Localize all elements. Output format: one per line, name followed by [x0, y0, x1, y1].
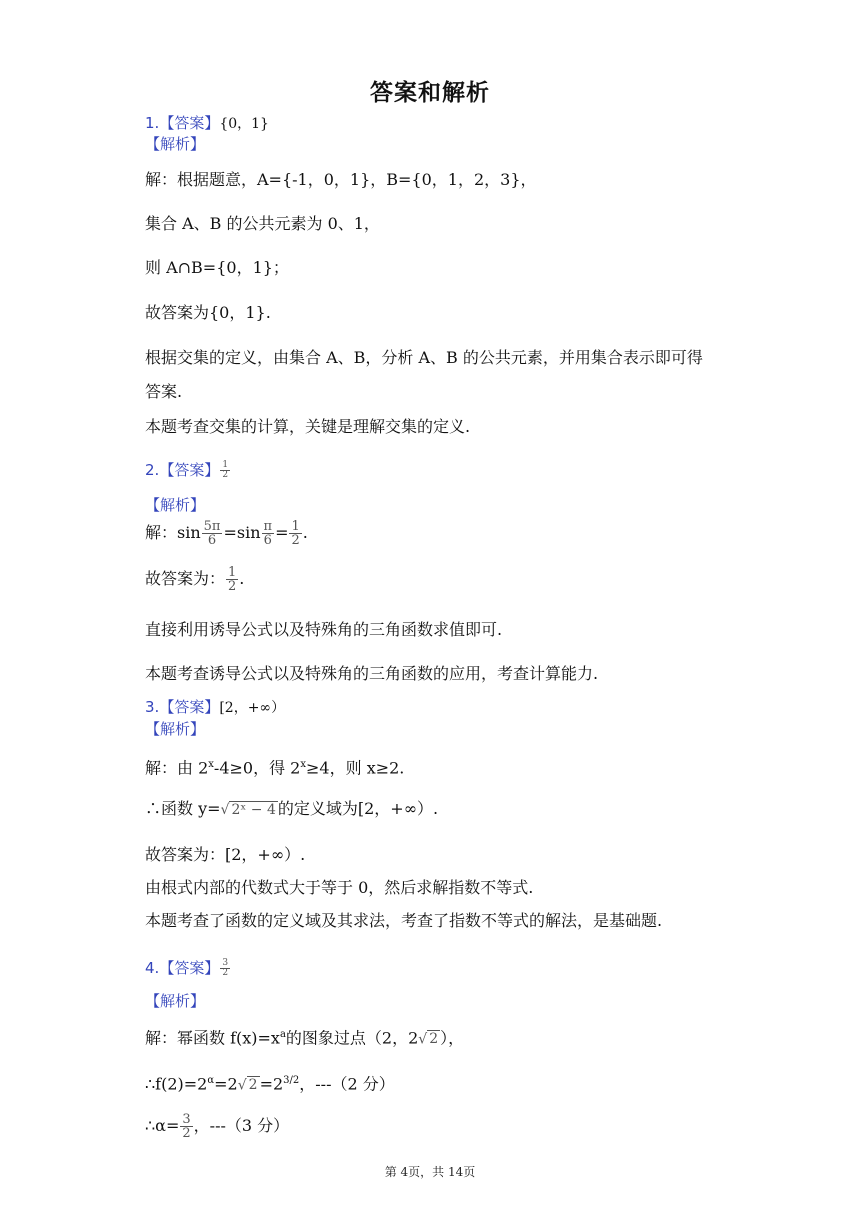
q3-line5: 本题考查了函数的定义域及其求法，考查了指数不等式的解法，是基础题. [145, 911, 663, 930]
q3-line3: 故答案为：[2，+∞）. [145, 845, 306, 864]
q4-answer-fraction: $\frac{3}{2}$ [222, 958, 229, 978]
q1-line2: 集合 A、B 的公共元素为 0、1， [145, 214, 380, 233]
fraction-1-2: $\frac{1}{2}$ [291, 519, 300, 548]
q1-line3: 则 A∩B={0，1}； [145, 258, 289, 277]
page-footer: 第 4页，共 14页 [384, 1165, 476, 1179]
q4-number: 4. [145, 959, 160, 977]
q3-line4: 由根式内部的代数式大于等于 0，然后求解指数不等式. [145, 878, 534, 897]
fraction-1-2-answer: $\frac{1}{2}$ [228, 565, 237, 594]
sqrt-2-b: √ 2 [237, 1077, 258, 1094]
q4-line1: 解：幂函数 $f(x)=x^a$的图象过点（2，2√ 2 ）， [145, 1028, 465, 1048]
q2-line1: 解：sin $\frac{5\pi}{6}$ =sin $\frac{\pi}{6}$ = $\frac{1}{2}$ . [145, 519, 308, 548]
sqrt-2: √ 2 [418, 1031, 439, 1048]
q4-line3: ∴α= $\frac{3}{2}$ ，---（3 分） [145, 1112, 290, 1141]
q1-line7: 本题考查交集的计算，关键是理解交集的定义. [145, 417, 471, 436]
q3-answer-line [145, 697, 285, 718]
q3-answer-tag: 【答案】 [159, 698, 220, 716]
q2-answer-fraction: $\frac{1}{2}$ [222, 460, 229, 480]
q3-line2: ∴函数 y=√ 2ˣ − 4 的定义域为[2，+∞）. [145, 799, 439, 818]
q1-line4: 故答案为{0，1}. [145, 303, 271, 322]
fraction-3-2: $\frac{3}{2}$ [182, 1112, 191, 1141]
page-title: 答案和解析 [370, 80, 490, 106]
q2-analysis-tag: 【解析】 [145, 496, 206, 514]
q3-analysis-tag: 【解析】 [145, 720, 206, 738]
q1-answer: {0，1} [219, 116, 269, 132]
q4-answer-tag: 【答案】 [159, 959, 220, 977]
q4-line2: $\therefore f(2)=2^\alpha=2√$ $2 =2^{3/2}$，---（2 分） [145, 1074, 395, 1094]
q1-line6: 答案. [145, 382, 183, 401]
q2-answer-line [145, 460, 231, 480]
q2-line2: 故答案为： $\frac{1}{2}$ . [145, 565, 245, 594]
q1-number: 1. [145, 114, 160, 132]
q3-line1: 解：由 $2^x-4\ge 0$，得 $2^x\ge 4$，则 x≥2. [145, 758, 405, 778]
q1-answer-line [145, 113, 269, 134]
fraction-pi-6: $\frac{\pi}{6}$ [263, 519, 273, 548]
q1-analysis-tag: 【解析】 [145, 135, 206, 153]
q2-line4: 本题考查诱导公式以及特殊角的三角函数的应用，考查计算能力. [145, 664, 599, 683]
q1-answer-tag: 【答案】 [159, 114, 220, 132]
q2-number: 2. [145, 461, 160, 479]
fraction-5pi-6: $\frac{5\pi}{6}$ [203, 519, 221, 548]
q3-number: 3. [145, 698, 160, 716]
q4-analysis-tag: 【解析】 [145, 992, 206, 1010]
q1-line5: 根据交集的定义，由集合 A、B，分析 A、B 的公共元素，并用集合表示即可得 [145, 348, 703, 367]
q1-line1: 解：根据题意，A={-1，0，1}，B={0，1，2，3}， [145, 170, 537, 189]
q2-answer-tag: 【答案】 [159, 461, 220, 479]
q3-answer: [2，+∞） [219, 700, 286, 716]
q4-answer-line [145, 958, 231, 978]
q2-line3: 直接利用诱导公式以及特殊角的三角函数求值即可. [145, 620, 503, 639]
sqrt-expression: √ 2ˣ − 4 [220, 802, 276, 818]
